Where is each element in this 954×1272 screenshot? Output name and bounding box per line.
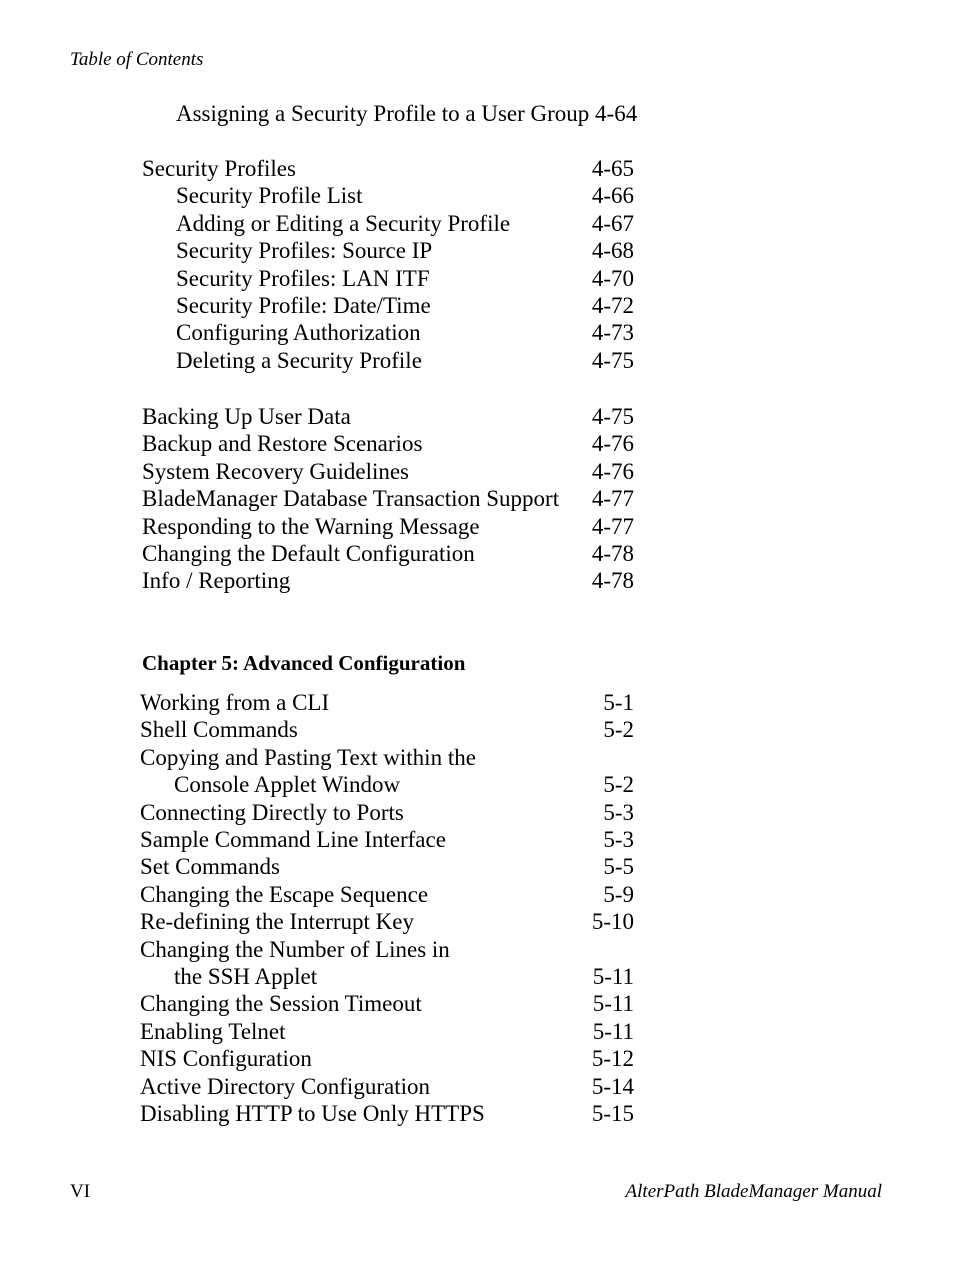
toc-entry-label: Shell Commands: [140, 717, 298, 743]
toc-entry-page: 5-3: [603, 799, 634, 825]
toc-entry-label: Enabling Telnet: [140, 1018, 286, 1044]
toc-entry: [176, 237, 634, 264]
toc-entry-label: Backup and Restore Scenarios: [142, 431, 423, 457]
toc-entry: [142, 430, 634, 457]
toc-entry-page: 5-1: [603, 690, 634, 715]
toc-entry-page: 4-64: [595, 101, 638, 126]
toc-entry-label: Active Directory Configuration: [140, 1073, 430, 1099]
toc-entry-label: Changing the Number of Lines in: [140, 936, 450, 962]
toc-entry: [142, 458, 634, 485]
toc-entry-page: 5-9: [603, 881, 634, 907]
toc-entry: [174, 963, 634, 990]
toc-entry: [176, 347, 634, 374]
toc-entry-page: 4-76: [591, 458, 634, 484]
toc-entry-label: the SSH Applet: [174, 964, 318, 989]
toc-entry: [176, 210, 634, 237]
toc-entry-label: Adding or Editing a Security Profile: [176, 210, 511, 236]
toc-entry-page: 4-68: [591, 238, 634, 264]
toc-entry-page: 4-67: [591, 210, 634, 236]
toc-entry-page: 5-2: [603, 717, 634, 743]
toc-entry-page: 4-78: [591, 568, 634, 594]
toc-entry-label: Security Profile: Date/Time: [176, 293, 431, 318]
toc-entry-label: Changing the Default Configuration: [142, 541, 475, 566]
toc-entry-label: Security Profiles: LAN ITF: [176, 265, 430, 291]
toc-entry-page: 4-66: [591, 183, 634, 209]
toc-entry: [140, 744, 634, 771]
toc-entry: [174, 771, 634, 798]
toc-entry-label: Security Profiles: [142, 156, 296, 181]
toc-entry: [176, 292, 634, 319]
toc-entry-label: Backing Up User Data: [142, 404, 351, 429]
toc-entry-label: Set Commands: [140, 854, 280, 880]
toc-entry-label: Security Profiles: Source IP: [176, 238, 433, 264]
toc-entry-page: 4-78: [591, 541, 634, 566]
toc-entry: [140, 853, 634, 880]
running-header: Table of Contents: [70, 49, 204, 70]
toc-entry: [140, 689, 634, 716]
toc-entry-page: 4-77: [591, 513, 634, 539]
toc-entry-page: 5-10: [591, 909, 634, 935]
toc-entry-label: Connecting Directly to Ports: [140, 799, 404, 825]
toc-entry: [140, 799, 634, 826]
toc-entry-label: NIS Configuration: [140, 1046, 312, 1072]
toc-entry-page: 4-75: [591, 347, 634, 373]
toc-entry-label: Sample Command Line Interface: [140, 827, 446, 852]
toc-entry: [140, 990, 634, 1017]
toc-entry: [140, 1045, 634, 1072]
toc-entry-label: Deleting a Security Profile: [176, 347, 422, 373]
toc-entry-page: 5-11: [592, 1018, 634, 1044]
toc-entry-label: Assigning a Security Profile to a User Group: [176, 101, 590, 126]
toc-entry-page: 4-65: [591, 156, 634, 181]
toc-entry-label: Re-defining the Interrupt Key: [140, 909, 414, 935]
toc-entry-label: System Recovery Guidelines: [142, 458, 410, 484]
toc-entry: [140, 908, 634, 935]
toc-entry: [142, 403, 634, 430]
toc-entry-page: 5-5: [603, 854, 634, 880]
toc-entry: [140, 716, 634, 743]
toc-entry: [140, 936, 634, 963]
toc-entry-label: Configuring Authorization: [176, 320, 421, 346]
toc-entry-page: 5-14: [591, 1073, 634, 1099]
toc-entry-label: Responding to the Warning Message: [142, 513, 480, 539]
toc-entry: [176, 100, 637, 127]
toc-entry: [176, 265, 634, 292]
toc-entry: [142, 513, 634, 540]
toc-entry-page: 5-12: [591, 1046, 634, 1072]
toc-entry-label: Info / Reporting: [142, 568, 291, 594]
toc-entry: [142, 567, 634, 594]
footer-manual-title: AlterPath BladeManager Manual: [625, 1181, 882, 1202]
toc-entry: [140, 826, 634, 853]
toc-entry-page: 5-15: [591, 1101, 634, 1126]
toc-entry-page: 4-76: [591, 431, 634, 457]
toc-entry: [140, 1018, 634, 1045]
toc-entry-label: Copying and Pasting Text within the: [140, 744, 476, 770]
toc-entry-label: BladeManager Database Transaction Support: [142, 486, 560, 512]
toc-entry: [140, 1073, 634, 1100]
toc-entry-page: 4-72: [591, 293, 634, 318]
toc-entry-page: 4-70: [591, 265, 634, 291]
toc-entry: [140, 881, 634, 908]
toc-entry: [140, 1100, 634, 1127]
toc-entry: [142, 540, 634, 567]
toc-entry: [142, 485, 634, 512]
toc-entry-page: 4-75: [591, 404, 634, 429]
toc-entry-label: Working from a CLI: [140, 690, 330, 715]
toc-entry-page: 4-73: [591, 320, 634, 346]
toc-entry-page: 4-77: [591, 486, 634, 512]
toc-entry-page: 5-11: [592, 991, 634, 1017]
toc-entry: [142, 155, 634, 182]
toc-entry-page: 5-2: [603, 772, 634, 798]
toc-entry: [176, 319, 634, 346]
toc-entry-label: Security Profile List: [176, 183, 363, 209]
toc-entry-label: Changing the Session Timeout: [140, 991, 422, 1017]
toc-entry: [176, 182, 634, 209]
toc-entry-label: Disabling HTTP to Use Only HTTPS: [140, 1101, 485, 1126]
toc-entry-label: Changing the Escape Sequence: [140, 881, 429, 907]
footer-page-number: VI: [70, 1181, 91, 1202]
chapter-heading: Chapter 5: Advanced Configuration: [142, 651, 466, 675]
toc-entry-page: 5-3: [603, 827, 634, 852]
toc-entry-page: 5-11: [592, 964, 634, 989]
toc-entry-label: Console Applet Window: [174, 772, 401, 798]
